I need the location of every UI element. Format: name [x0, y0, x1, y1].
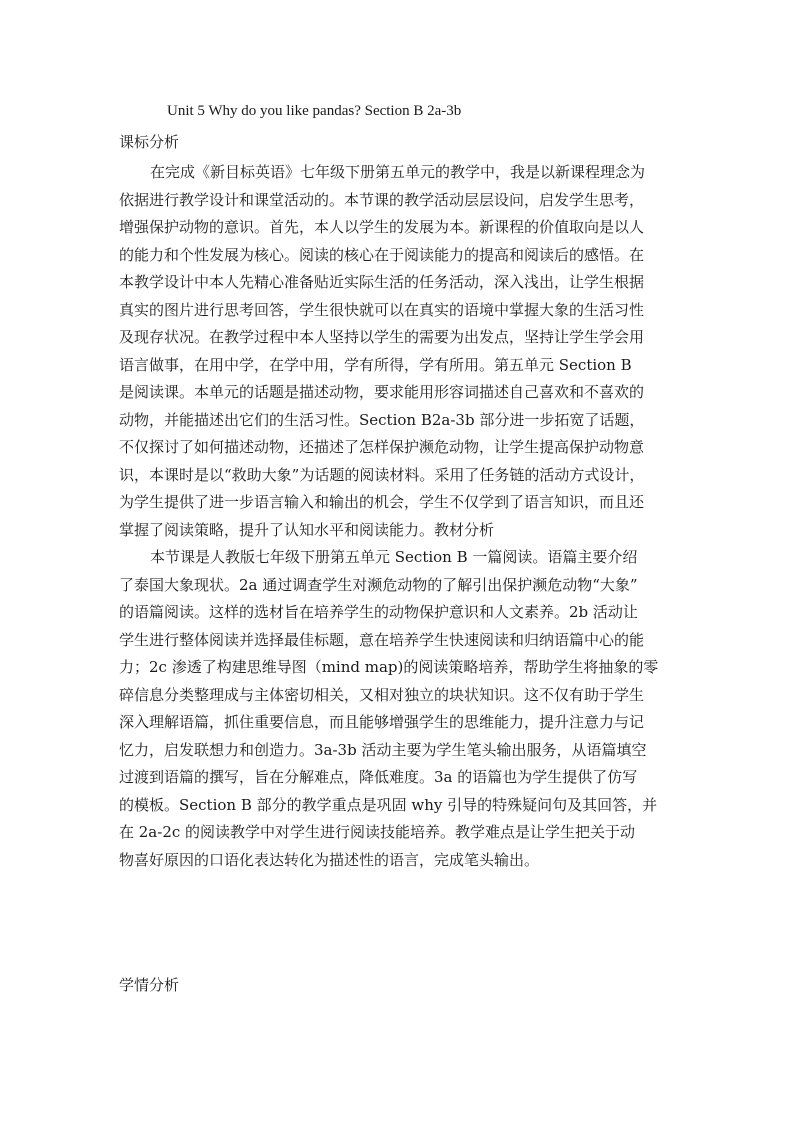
section-heading-student-analysis: 学情分析 [119, 976, 180, 994]
paragraph-2-line: 忆力，启发联想力和创造力。3a-3b 活动主要为学生笔头输出服务，从语篇填空 [119, 740, 647, 759]
paragraph-2-line: 的模板。Section B 部分的教学重点是巩固 why 引导的特殊疑问句及其回答，并 [119, 795, 658, 814]
paragraph-1-line: 依据进行教学设计和课堂活动的。本节课的教学活动层层设问，启发学生思考， [119, 190, 645, 209]
paragraph-1-line: 不仅探讨了如何描述动物，还描述了怎样保护濒危动物，让学生提高保护动物意 [119, 438, 645, 456]
paragraph-1-line: 真实的图片进行思考回答，学生很快就可以在真实的语境中掌握大象的生活习性 [119, 300, 645, 319]
paragraph-1-line: 增强保护动物的意识。首先，本人以学生的发展为本。新课程的价值取向是以人 [119, 218, 645, 236]
paragraph-1-line: 掌握了阅读策略，提升了认知水平和阅读能力。教材分析 [119, 520, 495, 539]
paragraph-1-line: 语言做事，在用中学，在学中用，学有所得，学有所用。第五单元 Section B [119, 355, 632, 374]
paragraph-1-line: 是阅读课。本单元的话题是描述动物，要求能用形容词描述自己喜欢和不喜欢的 [119, 383, 645, 401]
paragraph-curriculum-analysis [119, 159, 679, 544]
paragraph-2-line: 本节课是人教版七年级下册第五单元 Section B 一篇阅读。语篇主要介绍 [150, 548, 638, 566]
paragraph-2-line: 碎信息分类整理成与主体密切相关，又相对独立的块状知识。这不仅有助于学生 [119, 685, 645, 704]
paragraph-1-line: 识，本课时是以“救助大象”为话题的阅读材料。采用了任务链的活动方式设计， [119, 465, 645, 484]
paragraph-1-line: 动物，并能描述出它们的生活习性。Section B2a-3b 部分进一步拓宽了话题， [119, 410, 645, 429]
document-title: Unit 5 Why do you like pandas? Section B 2a-3b [167, 103, 462, 119]
paragraph-2-line: 力；2c 渗透了构建思维导图（mind map)的阅读策略培养，帮助学生将抽象的零 [119, 658, 659, 676]
paragraph-1-line: 在完成《新目标英语》七年级下册第五单元的教学中，我是以新课程理念为 [150, 163, 646, 181]
paragraph-textbook-analysis [119, 544, 679, 874]
paragraph-2-line: 物喜好原因的口语化表达转化为描述性的语言，完成笔头输出。 [119, 850, 540, 869]
paragraph-1-line: 的能力和个性发展为核心。阅读的核心在于阅读能力的提高和阅读后的感悟。在 [119, 245, 645, 264]
paragraph-2-line: 学生进行整体阅读并选择最佳标题，意在培养学生快速阅读和归纳语篇中心的能 [119, 630, 645, 649]
paragraph-2-line: 过渡到语篇的撰写，旨在分解难点，降低难度。3a 的语篇也为学生提供了仿写 [119, 768, 638, 786]
paragraph-1-line: 及现存状况。在教学过程中本人坚持以学生的需要为出发点，坚持让学生学会用 [119, 328, 645, 346]
section-heading-curriculum-analysis: 课标分析 [119, 133, 180, 151]
paragraph-1-line: 本教学设计中本人先精心准备贴近实际生活的任务活动，深入浅出，让学生根据 [119, 273, 645, 291]
paragraph-2-line: 的语篇阅读。这样的选材旨在培养学生的动物保护意识和人文素养。2b 活动让 [119, 603, 638, 621]
paragraph-2-line: 了泰国大象现状。2a 通过调查学生对濒危动物的了解引出保护濒危动物“大象” [119, 575, 638, 594]
paragraph-2-line: 在 2a-2c 的阅读教学中对学生进行阅读技能培养。教学难点是让学生把关于动 [119, 823, 636, 841]
paragraph-1-line: 为学生提供了进一步语言输入和输出的机会，学生不仅学到了语言知识，而且还 [119, 493, 645, 511]
paragraph-2-line: 深入理解语篇，抓住重要信息，而且能够增强学生的思维能力，提升注意力与记 [119, 713, 645, 731]
